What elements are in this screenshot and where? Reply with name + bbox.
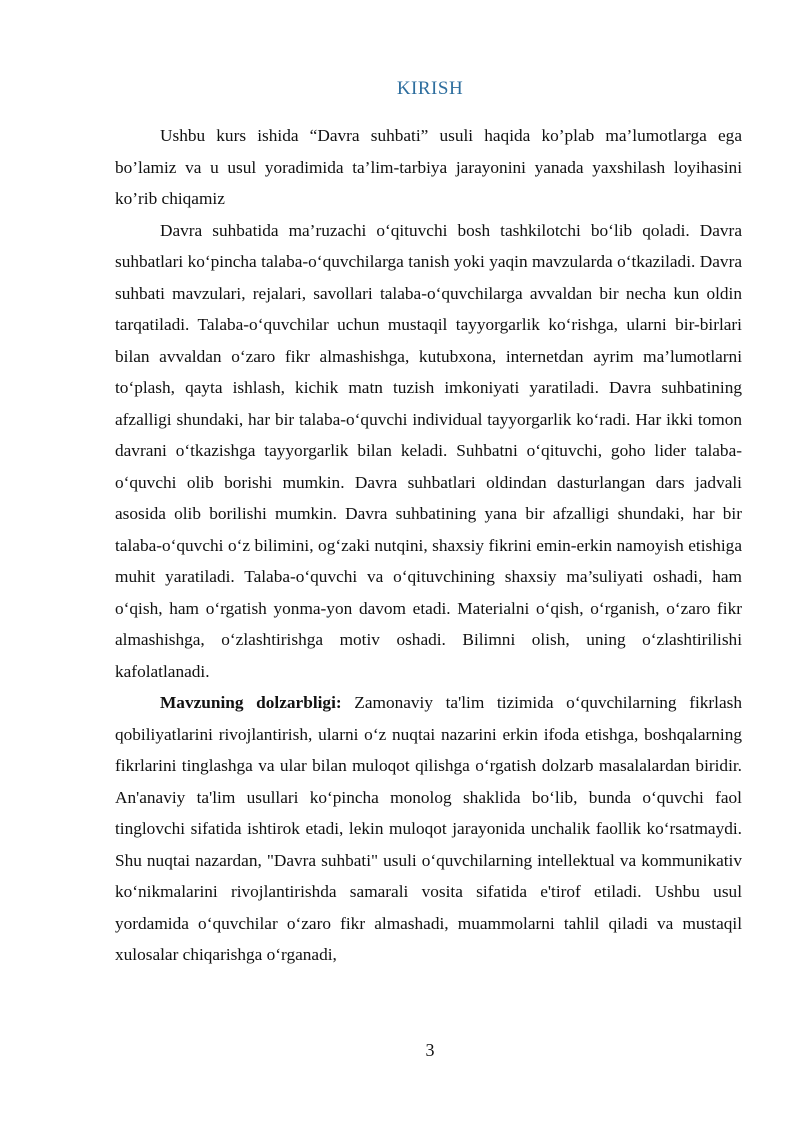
paragraph-relevance-text: Zamonaviy ta'lim tizimida o‘quvchilarning fikrlash qobiliyatlarini rivojlantirish, ularni o‘z nuqtai nazarini erkin ifoda etishga, boshqalarning fikrlarini tinglashga va ular bilan muloqot qilishga o‘rgatish dolzarb masalalardan biridir. An'anaviy ta'lim usullari ko‘pincha monolog shaklida bo‘lib, bunda o‘quvchi faol tinglovchi sifatida ishtirok etadi, lekin muloqot jarayonida unchalik faollik ko‘rsatmaydi. Shu nuqtai nazardan, "Davra suhbati" usuli o‘quvchilarning intellektual va kommunikativ ko‘nikmalarini rivojlantirishda samarali vosita sifatida e'tirof etiladi. Ushbu usul yordamida o‘quvchilar o‘zaro fikr almashadi, muammolarni tahlil qiladi va mustaqil xulosalar chiqarishga o‘rganadi, — [115, 693, 742, 964]
paragraph-davra-suhbati-text: Davra suhbatida ma’ruzachi o‘qituvchi bosh tashkilotchi bo‘lib qoladi. Davra suhbatlari ko‘pincha talaba-o‘quvchilarga tanish yoki yaqin mavzularda o‘tkaziladi. Davra suhbati mavzulari, rejalari, savollari talaba-o‘quvchilarga avvaldan bir necha kun oldin tarqatiladi. Talaba-o‘quvchilar uchun mustaqil tayyorgarlik ko‘rishga, ularni bir-birlari bilan avvaldan o‘zaro fikr almashishga, kutubxona, internetdan ayrim ma’lumotlarni to‘plash, qayta ishlash, kichik matn tuzish imkoniyati yaratiladi. Davra suhbatining afzalligi shundaki, har bir talaba-o‘quvchi individual tayyorgarlik ko‘radi. Har ikki tomon davrani o‘tkazishga tayyorgarlik bilan keladi. Suhbatni o‘qituvchi, goho lider talaba-o‘quvchi olib borishi mumkin. Davra suhbatlari oldindan dasturlangan dars jadvali asosida olib borilishi mumkin. Davra suhbatining yana bir afzalligi shundaki, har bir talaba-o‘quvchi o‘z bilimini, og‘zaki nutqini, shaxsiy fikrini emin-erkin namoyish etishiga muhit yaratiladi. Talaba-o‘quvchi va o‘qituvchining shaxsiy ma’suliyati oshadi, ham o‘qish, ham o‘rgatish yonma-yon davom etadi. Materialni o‘qish, o‘rganish, o‘zaro fikr almashishga, o‘zlashtirishga motiv oshadi. Bilimni olish, uning o‘zlashtirilishi kafolatlanadi. — [115, 220, 742, 681]
paragraph-intro — [115, 120, 742, 215]
paragraph-davra-suhbati — [115, 215, 742, 688]
section-heading: KIRISH — [396, 78, 464, 99]
paragraph-relevance — [115, 687, 742, 971]
body-text — [115, 120, 742, 971]
relevance-lead: Mavzuning dolzarbligi: — [160, 693, 342, 712]
paragraph-intro-text: Ushbu kurs ishida “Davra suhbati” usuli haqida ko’plab ma’lumotlarga ega bo’lamiz va u usul yoradimida ta’lim-tarbiya jarayonini yanada yaxshilash loyihasini ko’rib chiqamiz — [115, 126, 742, 208]
page-number: 3 — [425, 1040, 435, 1060]
